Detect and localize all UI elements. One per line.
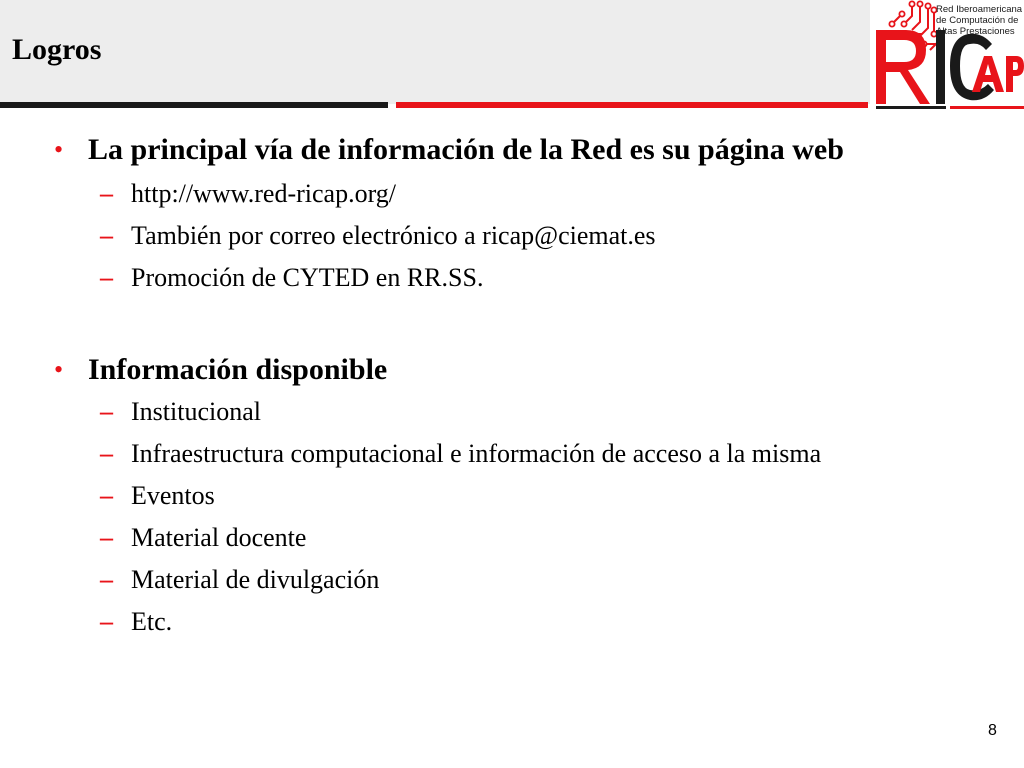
sub-item (0, 178, 971, 210)
sub-item (0, 396, 971, 428)
bullet-text: Información disponible (88, 353, 388, 386)
bullet-icon: • (54, 135, 64, 164)
dash-icon: – (100, 397, 113, 426)
sub-item-text: Eventos (131, 481, 215, 510)
bullet-text: La principal vía de información de la Red es su página web (88, 133, 844, 166)
sub-item (0, 262, 971, 294)
sub-item (0, 480, 971, 512)
sub-item-text: Promoción de CYTED en RR.SS. (131, 263, 484, 292)
logo-caption-line: de Computación de (936, 15, 1019, 26)
title-band (0, 0, 870, 104)
sub-item-text: Etc. (131, 607, 173, 636)
dash-icon: – (100, 565, 113, 594)
slide-content (0, 132, 1000, 638)
bullet-item (0, 132, 968, 168)
bullet-icon: • (54, 355, 64, 384)
logo-letter-p (1006, 56, 1024, 92)
sub-item-text: También por correo electrónico a ricap@ciemat.es (131, 221, 656, 250)
logo-caption-line: Red Iberoamericana (936, 4, 1023, 15)
sub-item-text: Institucional (131, 397, 261, 426)
slide-title: Logros (12, 33, 102, 66)
title-rule-red (396, 102, 868, 108)
sub-item-text: Infraestructura computacional e información de acceso a la misma (131, 439, 822, 468)
bullet-item (0, 352, 968, 388)
sub-item-text: http://www.red-ricap.org/ (131, 179, 396, 208)
logo-caption-line: Altas Prestaciones (936, 26, 1015, 37)
dash-icon: – (100, 607, 113, 636)
dash-icon: – (100, 263, 113, 292)
dash-icon: – (100, 523, 113, 552)
sub-item (0, 220, 971, 252)
sub-item (0, 606, 971, 638)
logo-letter-i (936, 30, 945, 104)
sub-item (0, 564, 971, 596)
logo-caption (936, 4, 1024, 37)
logo-letter-c (950, 34, 994, 101)
dash-icon: – (100, 179, 113, 208)
sub-item-text: Material de divulgación (131, 565, 380, 594)
title-rule-black (0, 102, 388, 108)
page-number: 8 (988, 722, 997, 739)
dash-icon: – (100, 221, 113, 250)
sub-item-text: Material docente (131, 523, 307, 552)
sub-item (0, 522, 971, 554)
dash-icon: – (100, 439, 113, 468)
logo-letter-r (876, 30, 930, 104)
dash-icon: – (100, 481, 113, 510)
sub-item (0, 438, 971, 470)
